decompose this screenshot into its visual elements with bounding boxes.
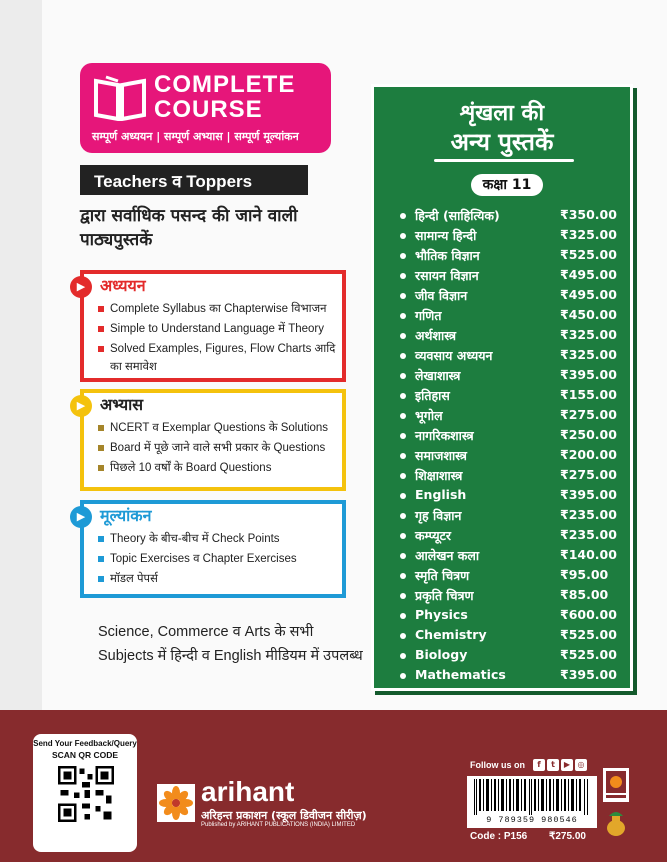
book-name: व्यवसाय अध्ययन <box>415 348 493 363</box>
book-item <box>400 527 620 547</box>
twitter-icon[interactable]: t <box>547 759 559 771</box>
book-item <box>400 387 620 407</box>
play-icon: ▶ <box>70 276 92 298</box>
book-price: ₹275.00 <box>549 831 586 842</box>
class-pill: कक्षा 11 <box>471 174 543 196</box>
list-item <box>98 459 336 477</box>
tagline: द्वारा सर्वाधिक पसन्द की जाने वाली पाठ्यपुस्तकें <box>80 206 298 250</box>
book-name: भौतिक विज्ञान <box>415 248 480 263</box>
book-item <box>400 367 620 387</box>
book-name: नागरिकशास्त्र <box>415 428 474 443</box>
book-item <box>400 607 620 627</box>
left-strip <box>0 0 42 710</box>
item-text: Complete Syllabus का Chapterwise विभाजन <box>110 303 327 315</box>
section-abhyas <box>76 389 346 491</box>
bullet-dot <box>400 553 406 559</box>
bullet-dot <box>400 413 406 419</box>
book-price: ₹495.00 <box>560 287 617 302</box>
bullet-dot <box>400 293 406 299</box>
book-price: ₹325.00 <box>560 327 617 342</box>
badge-line2: COURSE <box>154 96 263 123</box>
book-name: जीव विज्ञान <box>415 288 468 303</box>
bullet-dot <box>400 433 406 439</box>
book-item <box>400 667 620 687</box>
play-icon: ▶ <box>70 506 92 528</box>
publisher-hindi: अरिहन्त प्रकाशन (स्कूल डिवीजन सीरीज़) <box>201 809 367 822</box>
list-item <box>98 300 336 318</box>
bullet-square <box>98 576 104 582</box>
bullet-dot <box>400 613 406 619</box>
book-price: ₹250.00 <box>560 427 617 442</box>
book-list <box>400 207 620 687</box>
book-price: ₹525.00 <box>560 247 617 262</box>
book-price: ₹235.00 <box>560 527 617 542</box>
item-text: Simple to Understand Language में Theory <box>110 323 325 335</box>
bullet-dot <box>400 453 406 459</box>
item-text: पिछले 10 वर्षों के Board Questions <box>110 462 272 474</box>
item-text: Topic Exercises व Chapter Exercises <box>110 553 297 565</box>
book-item <box>400 247 620 267</box>
follow-us-label: Follow us on <box>470 760 525 770</box>
bullet-dot <box>400 633 406 639</box>
barcode-icon <box>472 779 592 815</box>
book-name: Chemistry <box>415 627 487 642</box>
book-name: कम्प्यूटर <box>415 528 452 543</box>
book-item <box>400 327 620 347</box>
book-item <box>400 467 620 487</box>
book-name: English <box>415 487 467 502</box>
bullet-square <box>98 536 104 542</box>
item-text: Theory के बीच-बीच में Check Points <box>110 533 280 545</box>
book-item <box>400 547 620 567</box>
teachers-toppers-bar: Teachers व Toppers <box>80 165 308 195</box>
book-price: ₹525.00 <box>560 647 617 662</box>
book-item <box>400 207 620 227</box>
book-name: गृह विज्ञान <box>415 508 462 523</box>
book-name: आलेखन कला <box>415 548 480 563</box>
book-item <box>400 267 620 287</box>
arihant-flower-icon <box>157 784 195 822</box>
youtube-icon[interactable]: ▶ <box>561 759 573 771</box>
open-book-icon <box>92 75 148 121</box>
book-name: हिन्दी (साहित्यिक) <box>415 208 500 223</box>
list-item <box>98 570 336 588</box>
bullet-dot <box>400 233 406 239</box>
book-name: Mathematics <box>415 667 506 682</box>
facebook-icon[interactable]: f <box>533 759 545 771</box>
bullet-square <box>98 306 104 312</box>
book-item <box>400 567 620 587</box>
badge-line1: COMPLETE <box>154 71 296 98</box>
book-name: भूगोल <box>415 408 443 423</box>
bullet-dot <box>400 533 406 539</box>
item-text: NCERT व Exemplar Questions के Solutions <box>110 422 329 434</box>
section-adhyayan <box>76 270 346 382</box>
book-name: स्मृति चित्रण <box>415 568 470 583</box>
book-item <box>400 427 620 447</box>
bullet-square <box>98 465 104 471</box>
book-item <box>400 507 620 527</box>
list-item <box>98 439 336 457</box>
bullet-dot <box>400 353 406 359</box>
book-price: ₹350.00 <box>560 207 617 222</box>
bullet-dot <box>400 653 406 659</box>
list-item <box>98 340 336 376</box>
book-item <box>400 407 620 427</box>
bullet-square <box>98 556 104 562</box>
bullet-dot <box>400 513 406 519</box>
section-mulyankan <box>76 500 346 598</box>
section-title: अभ्यास <box>100 395 144 414</box>
bullet-square <box>98 326 104 332</box>
book-name: Physics <box>415 607 468 622</box>
book-item <box>400 287 620 307</box>
book-name: लेखाशास्त्र <box>415 368 461 383</box>
instagram-icon[interactable]: ◎ <box>575 759 587 771</box>
book-price: ₹395.00 <box>560 667 617 682</box>
book-name: शिक्षाशास्त्र <box>415 468 463 483</box>
badge-tagline: सम्पूर्ण अध्ययन | सम्पूर्ण अभ्यास | सम्पूर्ण मूल्यांकन <box>92 130 299 143</box>
item-text: Solved Examples, Figures, Flow Charts आदि का समावेश <box>110 343 336 373</box>
list-item <box>98 320 336 338</box>
publisher-line: Published by ARIHANT PUBLICATIONS (INDIA) LIMITED <box>201 822 356 828</box>
book-name: रसायन विज्ञान <box>415 268 479 283</box>
book-price: ₹395.00 <box>560 487 617 502</box>
section-title: अध्ययन <box>100 276 146 295</box>
bullet-dot <box>400 473 406 479</box>
item-text: मॉडल पेपर्स <box>110 573 158 585</box>
book-name: अर्थशास्त्र <box>415 328 457 343</box>
barcode-box <box>467 776 597 828</box>
book-item <box>400 487 620 507</box>
book-item <box>400 347 620 367</box>
bullet-dot <box>400 213 406 219</box>
book-price: ₹275.00 <box>560 407 617 422</box>
qr-caption-line2: SCAN QR CODE <box>51 750 119 760</box>
book-item <box>400 227 620 247</box>
heading-underline <box>434 159 574 162</box>
section-list <box>98 530 336 590</box>
play-icon: ▶ <box>70 395 92 417</box>
isbn-number: 9 789359 980546 <box>486 815 578 825</box>
book-price: ₹155.00 <box>560 387 617 402</box>
bullet-dot <box>400 673 406 679</box>
arihant-logo <box>157 776 367 830</box>
bullet-dot <box>400 593 406 599</box>
bullet-square <box>98 346 104 352</box>
series-heading-line2: अन्य पुस्तकें <box>450 128 554 156</box>
publisher-name: arihant <box>201 776 295 807</box>
book-item <box>400 627 620 647</box>
arihant-emblem-icon <box>603 768 629 802</box>
book-price: ₹495.00 <box>560 267 617 282</box>
book-price: ₹275.00 <box>560 467 617 482</box>
book-name: समाजशास्त्र <box>415 448 467 463</box>
book-price: ₹325.00 <box>560 347 617 362</box>
book-code: Code : P156 <box>470 831 528 842</box>
item-text: Board में पूछे जाने वाले सभी प्रकार के Questions <box>110 442 326 454</box>
series-heading-line1: शृंखला की <box>459 101 545 126</box>
bullet-dot <box>400 333 406 339</box>
book-price: ₹235.00 <box>560 507 617 522</box>
book-name: सामान्य हिन्दी <box>415 228 477 243</box>
book-name: गणित <box>415 308 442 323</box>
list-item <box>98 419 336 437</box>
book-price: ₹395.00 <box>560 367 617 382</box>
book-price: ₹200.00 <box>560 447 617 462</box>
bullet-square <box>98 445 104 451</box>
complete-course-badge <box>80 63 331 153</box>
bullet-dot <box>400 313 406 319</box>
bullet-dot <box>400 393 406 399</box>
bullet-dot <box>400 253 406 259</box>
book-name: Biology <box>415 647 468 662</box>
section-list <box>98 419 336 479</box>
qr-code-icon[interactable] <box>58 766 114 822</box>
book-item <box>400 447 620 467</box>
qr-caption-line1: Send Your Feedback/Query <box>33 739 137 748</box>
book-price: ₹325.00 <box>560 227 617 242</box>
list-item <box>98 530 336 548</box>
kalash-icon <box>605 810 627 838</box>
book-price: ₹600.00 <box>560 607 617 622</box>
book-item <box>400 307 620 327</box>
book-price: ₹525.00 <box>560 627 617 642</box>
availability-text: Science, Commerce व Arts के सभी Subjects में हिन्दी व English मीडियम में उपलब्ध <box>98 624 363 664</box>
book-item <box>400 647 620 667</box>
book-price: ₹140.00 <box>560 547 617 562</box>
section-title: मूल्यांकन <box>100 506 152 525</box>
section-list <box>98 300 336 378</box>
list-item <box>98 550 336 568</box>
footer <box>0 710 667 862</box>
book-price: ₹450.00 <box>560 307 617 322</box>
bullet-square <box>98 425 104 431</box>
book-name: प्रकृति चित्रण <box>415 588 474 603</box>
book-price: ₹85.00 <box>560 587 609 602</box>
qr-card <box>33 734 137 852</box>
bullet-dot <box>400 573 406 579</box>
book-item <box>400 587 620 607</box>
bullet-dot <box>400 493 406 499</box>
bullet-dot <box>400 373 406 379</box>
series-panel <box>371 84 633 691</box>
book-price: ₹95.00 <box>560 567 609 582</box>
bullet-dot <box>400 273 406 279</box>
book-name: इतिहास <box>415 388 450 403</box>
